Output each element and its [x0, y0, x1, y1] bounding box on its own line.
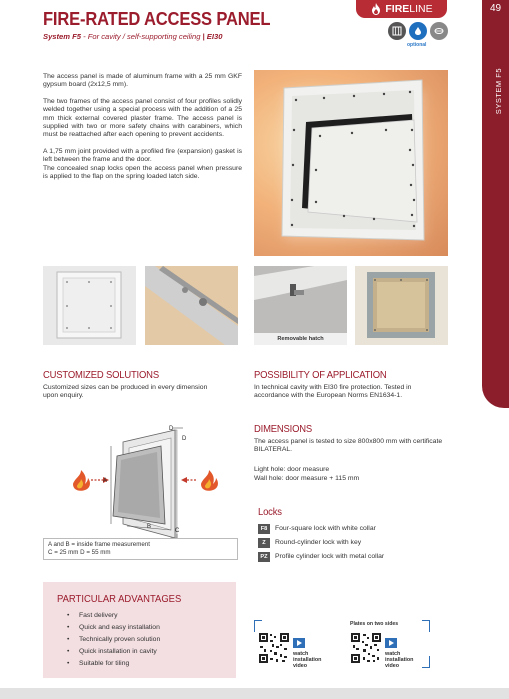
flame-icon	[370, 3, 382, 15]
diagram-label-b: B	[147, 524, 152, 530]
diagram-label-d-side: D	[182, 436, 187, 442]
optional-label: optional	[407, 42, 427, 48]
dimension-diagram	[43, 420, 238, 538]
intro-paragraph: The two frames of the access panel consist of four profiles solidly welded together using a special process with the addition of a 25 mm thick external covered plaster frame. The access panel is supplied with two or more safety chains with carabiners, which must be reattached after each opening to prevent accidents.	[43, 97, 242, 139]
play-icon[interactable]	[385, 638, 397, 648]
subtitle-rating: EI30	[206, 32, 223, 41]
intro-text	[43, 73, 242, 189]
page-subtitle	[43, 32, 222, 41]
side-tab	[482, 0, 509, 408]
watch-video-label[interactable]	[293, 651, 321, 669]
subtitle-bar: |	[200, 32, 207, 41]
customized-heading: CUSTOMIZED SOLUTIONS	[43, 369, 159, 381]
lock-label: Profile cylinder lock with metal collar	[275, 553, 385, 560]
locks-heading: Locks	[258, 506, 282, 518]
thumbnail-panel-front	[43, 266, 136, 345]
watch-video-line: watch	[385, 651, 401, 657]
light-hole-text: Light hole: door measure	[254, 466, 330, 473]
dimension-note	[43, 538, 238, 560]
fire-icon-right	[201, 470, 218, 491]
qr-code-icon[interactable]	[350, 632, 382, 664]
lock-label: Four-square lock with white collar	[275, 525, 376, 532]
page-title: FIRE-RATED ACCESS PANEL	[43, 9, 271, 29]
application-heading: POSSIBILITY OF APPLICATION	[254, 369, 387, 381]
airtight-badge-icon	[430, 22, 448, 40]
watch-video-label[interactable]	[385, 651, 413, 669]
lock-label: Round-cylinder lock with key	[275, 539, 362, 546]
feature-badges	[388, 22, 448, 40]
fire-icon-left	[73, 470, 90, 491]
water-protection-badge-icon	[409, 22, 427, 40]
watch-video-line: installation	[385, 657, 414, 663]
intro-paragraph: The concealed snap locks open the access panel when pressure is applied to the flap on the spring loaded latch side.	[43, 164, 242, 181]
lock-code-badge: F8	[258, 524, 270, 534]
thumbnail-caption: Removable hatch	[254, 333, 347, 345]
locks-list	[258, 522, 384, 564]
page-bottom-strip	[0, 688, 509, 699]
advantage-item: • Suitable for tiling	[67, 658, 160, 670]
advantage-item: • Quick installation in cavity	[67, 646, 160, 658]
watch-video-line: installation	[293, 657, 322, 663]
watch-video-line: video	[385, 663, 400, 669]
page-number: 49	[489, 3, 502, 14]
thumbnail-frame-detail	[145, 266, 238, 345]
brand-line: LINE	[409, 3, 433, 15]
advantages-list	[67, 610, 160, 670]
brand-fire: FIRE	[385, 3, 410, 15]
watch-video-line: video	[293, 663, 308, 669]
dimension-note-line: C = 25 mm D = 55 mm	[48, 549, 111, 556]
fireline-logo	[356, 0, 447, 18]
advantages-box	[43, 582, 236, 678]
wall-hole-text: Wall hole: door measure + 115 mm	[254, 475, 360, 482]
play-icon[interactable]	[293, 638, 305, 648]
intro-paragraph: The access panel is made of aluminum frame with a 25 mm GKF gypsum board (2x12,5 mm).	[43, 73, 242, 89]
lock-item	[258, 550, 384, 563]
subtitle-system: System F5	[43, 32, 81, 41]
lock-code-badge: PZ	[258, 552, 270, 562]
qr-video-block[interactable]	[348, 620, 509, 668]
advantage-item: • Quick and easy installation	[67, 622, 160, 634]
advantage-item: • Fast delivery	[67, 610, 160, 622]
advantage-item: • Technically proven solution	[67, 634, 160, 646]
lock-item	[258, 522, 384, 535]
diagram-label-d: D	[169, 426, 174, 432]
application-text: In technical cavity with EI30 fire protection. Tested in accordance with the European Norms EN1634-1.	[254, 384, 412, 400]
intro-paragraph: A 1,75 mm joint provided with a profiled fire (expansion) gasket is left between the frame and the door.	[43, 147, 242, 164]
thumbnail-removable-hatch	[254, 266, 347, 345]
hero-product-image	[254, 70, 448, 256]
advantages-heading: PARTICULAR ADVANTAGES	[57, 593, 182, 605]
diagram-label-c: C	[175, 528, 180, 534]
watch-video-line: watch	[293, 651, 309, 657]
thumbnail-tiled-panel	[355, 266, 448, 345]
subtitle-description: For cavity / self-supporting ceiling	[87, 32, 201, 41]
lock-item	[258, 536, 384, 549]
diagram-label-a: A	[103, 478, 108, 484]
customized-text: Customized sizes can be produced in every dimension upon enquiry.	[43, 384, 208, 400]
lock-code-badge: Z	[258, 538, 270, 548]
qr-code-icon[interactable]	[258, 632, 290, 664]
tiling-badge-icon	[388, 22, 406, 40]
dimensions-heading: DIMENSIONS	[254, 423, 313, 435]
dimension-note-line: A and B = inside frame measurement	[48, 541, 150, 548]
subtitle-separator: -	[81, 32, 88, 41]
plates-label: Plates on two sides	[350, 621, 399, 627]
side-tab-label: SYSTEM F5	[494, 68, 503, 115]
dimensions-text: The access panel is tested to size 800x800 mm with certificate BILATERAL.	[254, 438, 443, 454]
